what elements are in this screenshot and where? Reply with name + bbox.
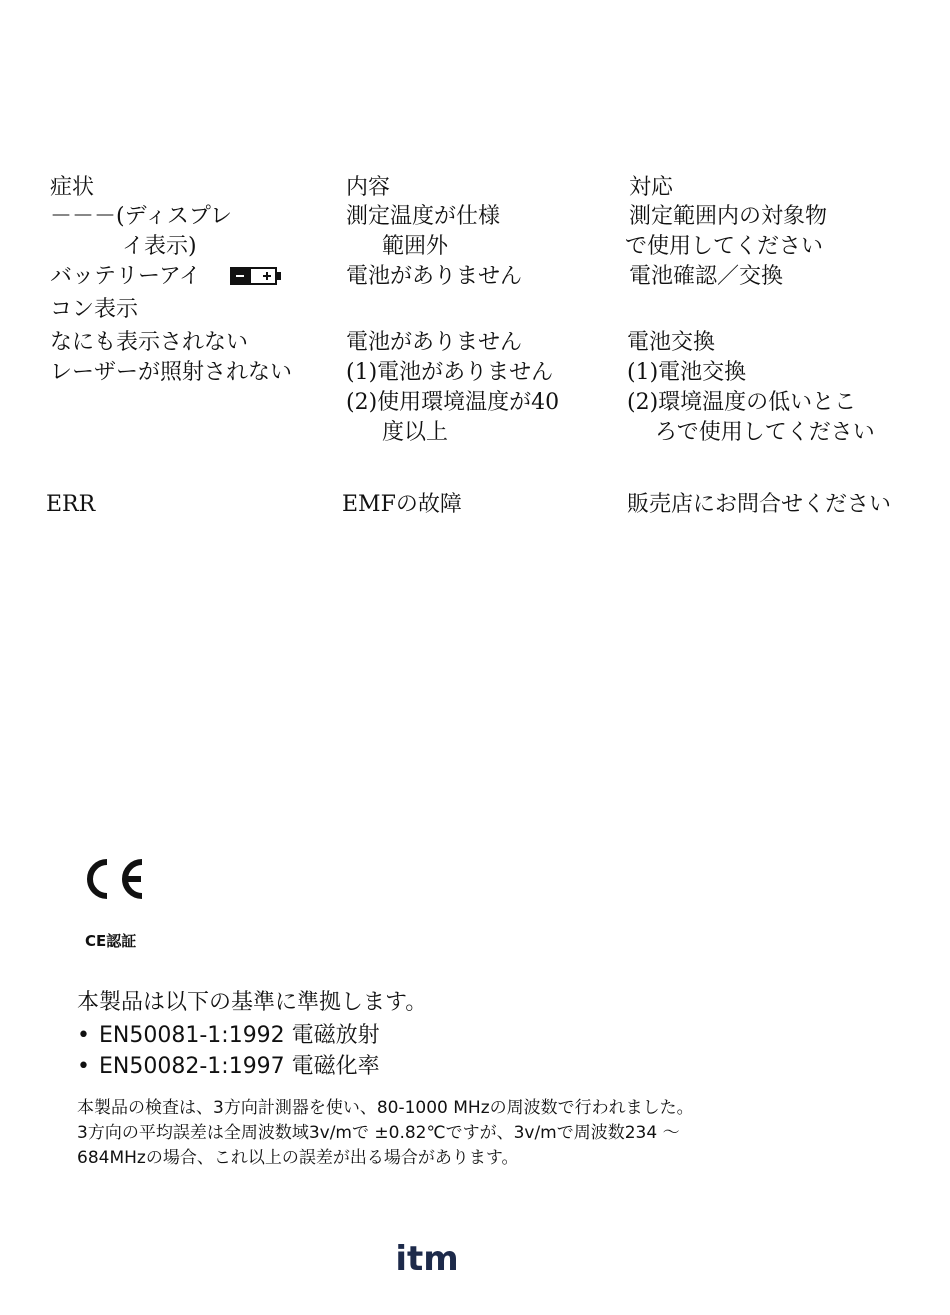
table-row-4-content [346, 358, 559, 448]
table-row-1-action [625, 202, 828, 262]
table-row-5-content [342, 490, 462, 520]
cell-line: バッテリーアイ [50, 264, 201, 289]
table-row-5-action [627, 490, 891, 520]
cell-line: 電池がありません [346, 330, 523, 355]
standard-item-1 [77, 1018, 380, 1049]
cell-line: イ表示) [122, 234, 197, 259]
standard-text: EN50081-1:1992 電磁放射 [99, 1023, 380, 1048]
table-row-5-symptom [46, 490, 95, 520]
table-row-4-action [627, 358, 875, 448]
cell-line: EMFの故障 [342, 492, 462, 517]
cell-line: (2)使用環境温度が40 [346, 390, 560, 415]
cell-line: －－－(ディスプレ [50, 204, 232, 229]
battery-icon [230, 267, 282, 285]
header-action: 対応 [629, 175, 674, 200]
cell-line: (1)電池交換 [627, 360, 747, 385]
cell-line: 範囲外 [382, 234, 449, 259]
cell-line: 電池がありません [346, 264, 523, 289]
note-line: 3方向の平均誤差は全周波数域3v/mで ±0.82℃ですが、3v/mで周波数234 ～ [77, 1123, 680, 1143]
certification-intro: 本製品は以下の基準に準拠します。 [77, 990, 428, 1015]
table-row-1-content [346, 202, 500, 262]
header-symptom: 症状 [50, 175, 95, 200]
note-line: 684MHzの場合、これ以上の誤差が出る場合があります。 [77, 1148, 519, 1168]
cell-line: 測定範囲内の対象物 [629, 204, 828, 229]
table-row-2-symptom [50, 262, 201, 325]
itm-logo-icon [389, 1238, 465, 1278]
table-row-3-action [627, 328, 715, 358]
table-row-3-content [346, 328, 522, 358]
cell-line: コン表示 [50, 297, 139, 322]
cell-line: 度以上 [382, 420, 449, 445]
ce-label: CE認証 [85, 932, 137, 950]
table-row-3-symptom [50, 328, 248, 358]
table-row-2-action [629, 262, 783, 292]
cell-line: (1)電池がありません [346, 360, 554, 385]
logo-text: itm [395, 1239, 459, 1278]
note-line: 本製品の検査は、3方向計測器を使い、80-1000 MHzの周波数で行われました。 [77, 1098, 694, 1118]
table-row-2-content [346, 262, 522, 292]
standard-item-2 [77, 1049, 380, 1080]
cell-line: ERR [46, 492, 96, 517]
cell-line: 測定温度が仕様 [346, 204, 501, 229]
bullet: • [77, 1023, 90, 1048]
table-row-1-symptom [50, 202, 232, 262]
cell-line: 電池交換 [627, 330, 716, 355]
cell-line: 販売店にお問合せください [627, 492, 892, 517]
certification-notes [77, 1096, 694, 1171]
cell-line: (2)環境温度の低いとこ [627, 390, 857, 415]
header-content: 内容 [346, 175, 391, 200]
cell-line: なにも表示されない [50, 330, 249, 355]
cell-line: ろで使用してください [655, 420, 875, 445]
ce-mark-icon [80, 855, 146, 903]
cell-line: で使用してください [625, 234, 824, 259]
cell-line: レーザーが照射されない [50, 360, 293, 385]
bullet: • [77, 1054, 90, 1079]
standard-text: EN50082-1:1997 電磁化率 [99, 1054, 380, 1079]
cell-line: 電池確認／交換 [629, 264, 784, 289]
table-row-4-symptom [50, 358, 292, 388]
